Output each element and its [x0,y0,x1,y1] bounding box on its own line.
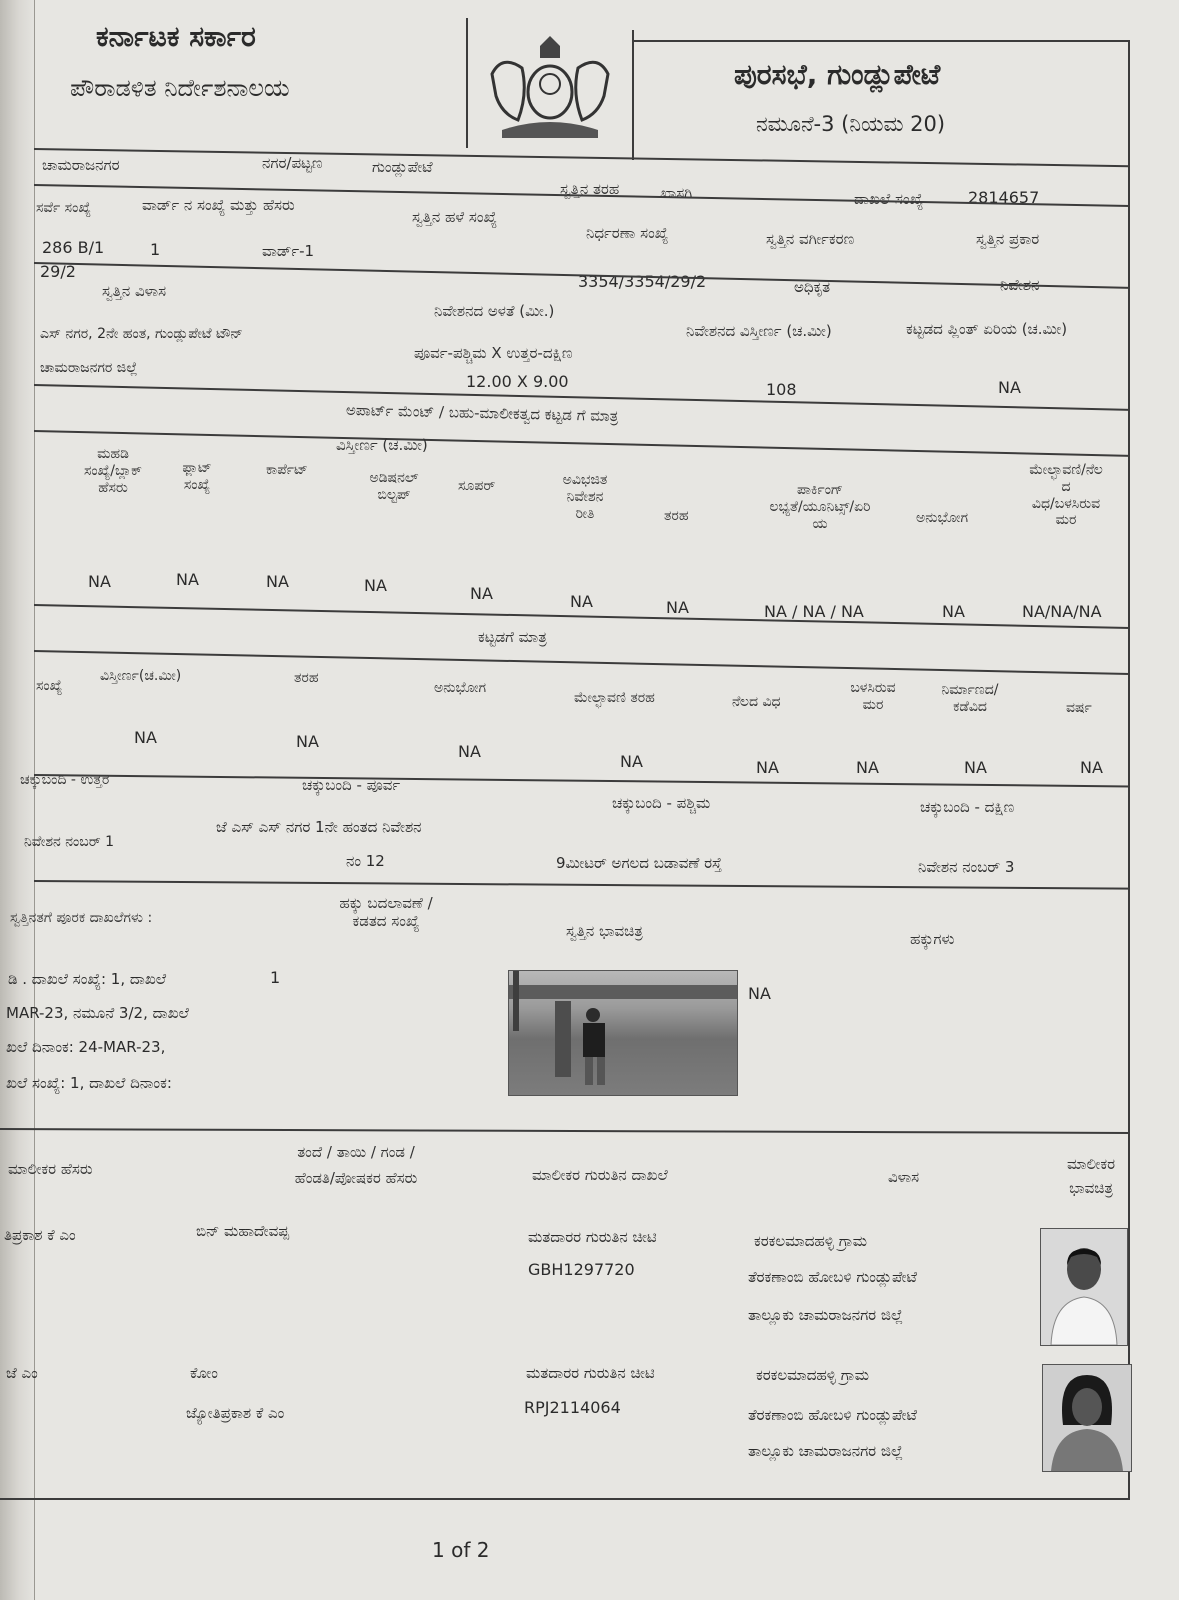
supplementary-doc-line: ಖಲೆ ದಿನಾಂಕ: 24-MAR-23, [6,1038,166,1056]
header-top-rule [632,40,1130,42]
survey-number-value-2: 29/2 [40,262,76,281]
supplementary-doc-line: ಡಿ . ದಾಖಲೆ ಸಂಖ್ಯೆ: 1, ದಾಖಲೆ [8,970,167,988]
east-boundary-value-1: ಜೆ ಎಸ್ ಎಸ್ ನಗರ 1ನೇ ಹಂತದ ನಿವೇಶನ [216,818,422,836]
property-type-label: ಸ್ವತ್ತಿನ ತರಹ [560,180,620,198]
municipality-title: ಪುರಸಭೆ, ಗುಂಡ್ಲುಪೇಟೆ [734,58,941,91]
owner-id-number: GBH1297720 [528,1260,635,1279]
owner-address-line: ಕರಕಲಮಾದಹಳ್ಳಿ ಗ್ರಾಮ [754,1232,868,1250]
address-line-2: ಚಾಮರಾಜನಗರ ಜಿಲ್ಲೆ [40,360,138,376]
dimension-sub-label: ಪೂರ್ವ-ಪಶ್ಚಿಮ X ಉತ್ತರ-ದಕ್ಷಿಣ [414,344,573,362]
district-value: ಚಾಮರಾಜನಗರ [42,156,120,174]
plinth-area-value: NA [998,378,1021,397]
old-number-label: ಸ್ವತ್ತಿನ ಹಳೆ ಸಂಖ್ಯೆ [412,208,498,226]
building-value: NA [856,758,879,777]
building-col-roof: ಮೇಲ್ಛಾವಣಿ ತರಹ [574,690,655,706]
assessment-label: ನಿರ್ಧರಣಾ ಸಂಖ್ಯೆ [586,224,669,242]
address-label: ಸ್ವತ್ತಿನ ವಿಳಾಸ [102,282,167,300]
building-value: NA [1080,758,1103,777]
owner-photo-header: ಮಾಲೀಕರ ಭಾವಚಿತ್ರ [1066,1155,1116,1197]
col-undivided: ಅವಿಭಜಿತ ನಿವೇಶನ ರೀತಿ [562,472,608,522]
owner-relation: ಬಿನ್ ಮಹಾದೇವಪ್ಪ [196,1222,290,1240]
classification-label: ಸ್ವತ್ತಿನ ವರ್ಗೀಕರಣ [766,230,855,248]
north-boundary-label: ಚಕ್ಕುಬಂದಿ - ಉತ್ತರ [20,772,110,788]
apartment-title: ಅಪಾರ್ಟ್ ಮೆಂಟ್ / ಬಹು-ಮಾಲೀಕತ್ವದ ಕಟ್ಟಡ ಗೆ ಮಾತ್ರ [345,400,619,426]
form-right-border [1128,40,1130,1500]
building-col-usage: ಅನುಭೋಗ [434,680,487,696]
building-title: ಕಟ್ಟಡಗೆ ಮಾತ್ರ [478,628,547,646]
apartment-value: NA [266,572,289,591]
apartment-value: NA [570,592,593,611]
survey-number-label: ಸರ್ವೆ ಸಂಖ್ಯೆ [36,200,92,216]
apartment-value: NA [364,576,387,595]
owner-name-header: ಮಾಲೀಕರ ಹೆಸರು [8,1160,93,1178]
apartment-value: NA [88,572,111,591]
ward-number: 1 [150,240,161,259]
town-label: ನಗರ/ಪಟ್ಟಣ [262,154,323,172]
building-value: NA [756,758,779,777]
building-col-type: ತರಹ [294,670,319,686]
col-additional: ಅಡಿಷನಲ್ ಬಿಲ್ಟಪ್ [369,470,419,503]
header-divider-right [632,30,634,160]
owner-address-line: ತಾಲ್ಲೂಕು ಚಾಮರಾಜನಗರ ಜಿಲ್ಲೆ [748,1306,904,1324]
entry-number-value: 2814657 [968,188,1040,207]
site-area-label: ನಿವೇಶನದ ವಿಸ್ತೀರ್ಣ (ಚ.ಮೀ) [686,322,832,340]
owner-id-number: RPJ2114064 [524,1398,621,1417]
apartment-value: NA/NA/NA [1022,602,1102,621]
apartment-value: NA / NA / NA [764,602,864,621]
owner-photo [1040,1228,1128,1346]
owner-id-type: ಮತದಾರರ ಗುರುತಿನ ಚೀಟಿ [526,1364,655,1382]
row1-top-rule [34,148,1130,167]
address-line-1: ಎಸ್ ನಗರ, 2ನೇ ಹಂತ, ಗುಂಡ್ಲುಪೇಟೆ ಟೌನ್ [40,326,243,342]
col-carpet: ಕಾರ್ಪೆಟ್ [266,462,308,478]
ward-label: ವಾರ್ಡ್ ನ ಸಂಖ್ಯೆ ಮತ್ತು ಹೆಸರು [142,196,295,214]
property-photo-label: ಸ್ವತ್ತಿನ ಭಾವಚಿತ್ರ [566,922,643,940]
dimension-label: ನಿವೇಶನದ ಅಳತೆ (ಮೀ.) [434,302,555,320]
col-flat: ಫ್ಲಾಟ್ ಸಂಖ್ಯೆ [182,460,212,493]
west-boundary-value: 9ಮೀಟರ್ ಅಗಲದ ಬಡಾವಣೆ ರಸ್ತೆ [556,854,722,872]
claims-value: NA [748,984,771,1003]
building-col-no: ಸಂಖ್ಯೆ [36,678,63,694]
supplementary-label: ಸ್ವತ್ತಿನತಗೆ ಪೂರಕ ದಾಖಲೆಗಳು : [10,910,153,926]
building-value: NA [620,752,643,771]
building-value: NA [296,732,319,751]
survey-number-value-1: 286 B/1 [42,238,105,257]
supplementary-doc-line: MAR-23, ನಮೂನೆ 3/2, ದಾಖಲೆ [6,1004,189,1022]
entry-number-label: ದಾಖಲೆ ಸಂಖ್ಯೆ [854,190,924,208]
supplementary-top-rule [34,880,1130,890]
building-col-wood: ಬಳಸಿರುವ ಮರ [850,680,896,713]
apartment-title-rule [34,430,1130,457]
building-value: NA [458,742,481,761]
owner-name: ತಿಪ್ರಕಾಶ ಕೆ ಎಂ [4,1226,76,1244]
building-col-area: ವಿಸ್ತೀರ್ಣ(ಚ.ಮೀ) [100,668,182,684]
owner-name: ಜೆ ಎಂ [6,1364,38,1382]
kind-label: ಸ್ವತ್ತಿನ ಪ್ರಕಾರ [976,230,1040,248]
dimension-value: 12.00 X 9.00 [466,372,569,391]
east-boundary-value-2: ನಂ 12 [346,852,385,870]
ward-name: ವಾರ್ಡ್-1 [262,242,315,260]
owner-relation: ಕೋಂ [190,1364,218,1382]
owner-address-line: ತೆರಕಣಾಂಬಿ ಹೋಬಳಿ ಗುಂಡ್ಲುಪೇಟೆ [748,1406,917,1424]
state-emblem [482,34,618,142]
col-usage: ಅನುಭೋಗ [916,510,969,526]
rights-file-number: 1 [270,968,281,987]
west-boundary-label: ಚಕ್ಕುಬಂದಿ - ಪಶ್ಚಿಮ [612,794,711,812]
building-col-floor: ನೆಲದ ವಿಧ [732,694,781,710]
property-type-value: ಖಾಸಗಿ [660,184,693,202]
form-number: ನಮೂನೆ-3 (ನಿಯಮ 20) [756,112,946,136]
directorate-title: ಪೌರಾಡಳಿತ ನಿರ್ದೇಶನಾಲಯ [70,74,290,102]
govt-title: ಕರ್ನಾಟಕ ಸರ್ಕಾರ [96,20,256,53]
assessment-value: 3354/3354/29/2 [578,272,707,291]
owner-id-header: ಮಾಲೀಕರ ಗುರುತಿನ ದಾಖಲೆ [532,1166,668,1184]
apartment-value: NA [942,602,965,621]
supplementary-doc-line: ಖಲೆ ಸಂಖ್ಯೆ: 1, ದಾಖಲೆ ದಿನಾಂಕ: [6,1074,172,1092]
col-type: ತರಹ [664,508,689,524]
owner-id-type: ಮತದಾರರ ಗುರುತಿನ ಚೀಟಿ [528,1228,657,1246]
owner-photo [1042,1364,1132,1472]
col-parking: ಪಾರ್ಕಿಂಗ್ ಲಭ್ಯತೆ/ಯೂನಿಟ್ಸ್/ಏರಿ ಯ [769,482,871,532]
classification-value: ಅಧಿಕೃತ [794,278,831,296]
plinth-area-label: ಕಟ್ಟಡದ ಪ್ಲಿಂತ್ ಏರಿಯ (ಚ.ಮೀ) [906,320,1068,338]
rights-file-label: ಹಕ್ಕು ಬದಲಾವಣೆ / ಕಡತದ ಸಂಖ್ಯೆ [339,894,433,930]
building-col-built: ನಿರ್ಮಾಣದ/ ಕಡೆವಿದ [941,682,999,715]
page-number: 1 of 2 [432,1538,490,1562]
owner-address-header: ವಿಳಾಸ [888,1168,920,1186]
owners-top-rule [0,1128,1130,1134]
north-boundary-value: ನಿವೇಶನ ನಂಬರ್ 1 [24,834,115,850]
header-divider-left [466,18,468,148]
apartment-value: NA [176,570,199,589]
property-photo [508,970,738,1096]
building-title-rule [34,650,1130,675]
col-super: ಸೂಪರ್ [458,478,496,494]
apartment-value: NA [470,584,493,603]
owner-relation: ಜ್ಯೋತಿಪ್ರಕಾಶ ಕೆ ಎಂ [186,1404,285,1422]
claims-label: ಹಕ್ಕುಗಳು [910,930,955,948]
owner-relation-header: ತಂದೆ / ತಾಯಿ / ಗಂಡ / ಹೆಂಡತಿ/ಪೋಷಕರ ಹೆಸರು [294,1143,418,1187]
building-value: NA [964,758,987,777]
owner-address-line: ತಾಲ್ಲೂಕು ಚಾಮರಾಜನಗರ ಜಿಲ್ಲೆ [748,1442,904,1460]
south-boundary-value: ನಿವೇಶನ ನಂಬರ್ 3 [918,858,1015,876]
south-boundary-label: ಚಕ್ಕುಬಂದಿ - ದಕ್ಷಿಣ [920,798,1015,816]
building-col-year: ವರ್ಷ [1066,700,1092,716]
col-floor: ಮಹಡಿ ಸಂಖ್ಯೆ/ಬ್ಲಾಕ್ ಹೆಸರು [83,446,143,496]
town-value: ಗುಂಡ್ಲುಪೇಟೆ [372,158,433,176]
apartment-area-group: ವಿಸ್ತೀರ್ಣ (ಚ.ಮೀ) [336,436,428,454]
owner-address-line: ಕರಕಲಮಾದಹಳ್ಳಿ ಗ್ರಾಮ [756,1366,870,1384]
form-bottom-rule [0,1498,1130,1500]
col-roof: ಮೇಲ್ಛಾವಣಿ/ನೆಲ ದ ವಿಧ/ಬಳಸಿರುವ ಮರ [1029,462,1103,529]
owner-address-line: ತೆರಕಣಾಂಬಿ ಹೋಬಳಿ ಗುಂಡ್ಲುಪೇಟೆ [748,1268,917,1286]
site-area-value: 108 [766,380,797,399]
building-value: NA [134,728,157,747]
east-boundary-label: ಚಕ್ಕುಬಂದಿ - ಪೂರ್ವ [302,776,401,794]
apartment-value: NA [666,598,689,617]
